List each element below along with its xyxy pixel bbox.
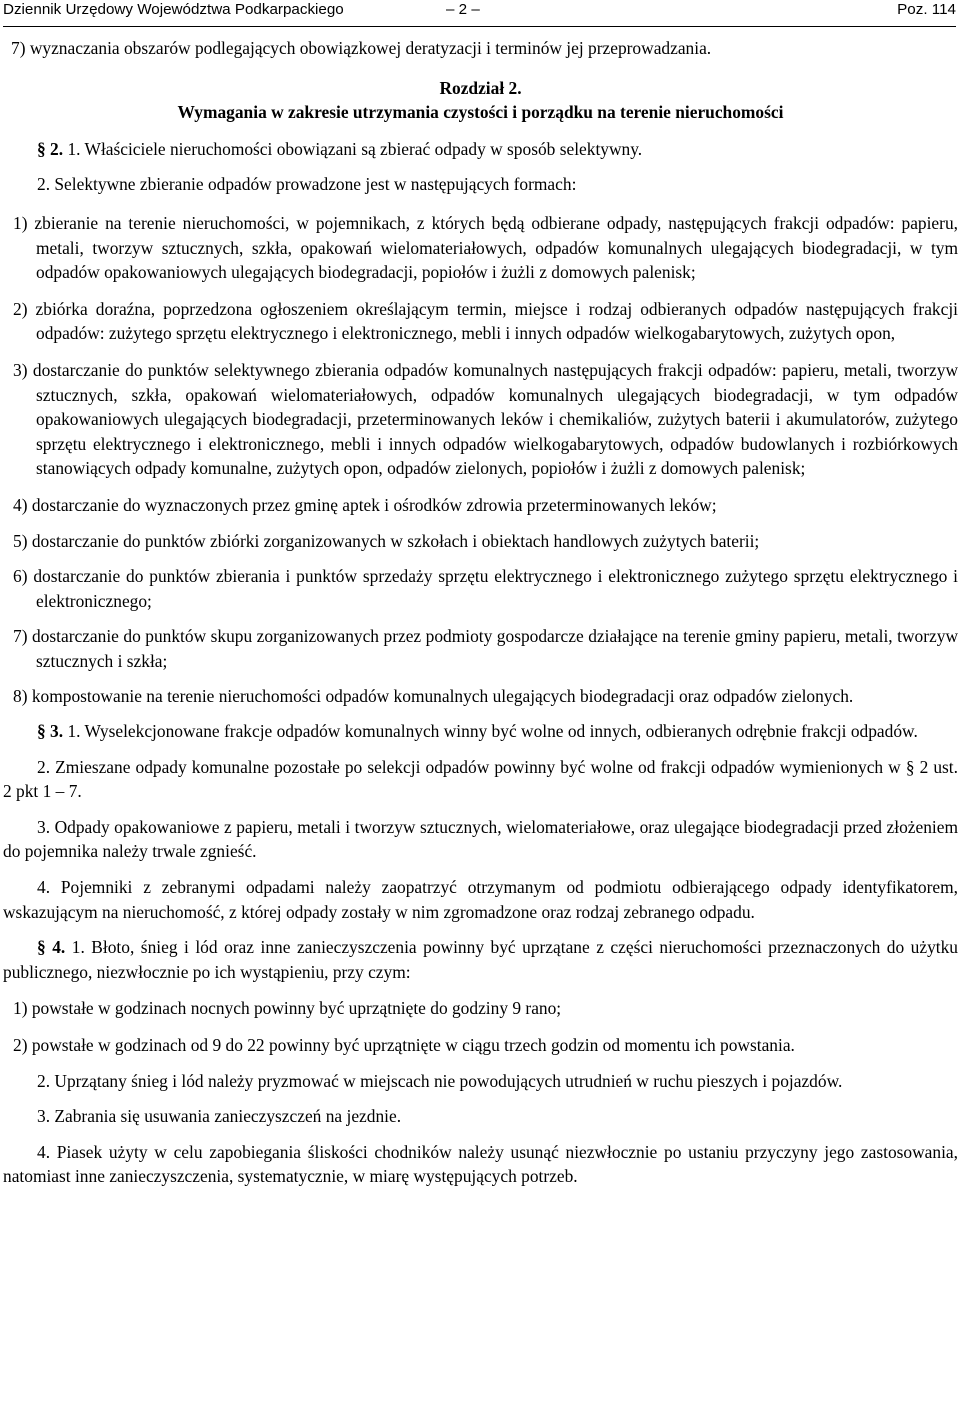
page-number: – 2 –	[446, 1, 480, 18]
section-2-paragraph-2: 2. Selektywne zbieranie odpadów prowadzone jest w następujących formach:	[37, 174, 577, 195]
chapter-title: Wymagania w zakresie utrzymania czystości i porządku na terenie nieruchomości	[177, 102, 784, 123]
list-item: 1) powstałe w godzinach nocnych powinny być uprzątnięte do godziny 9 rano;	[13, 998, 562, 1019]
list-item: 1) zbieranie na terenie nieruchomości, w pojemnikach, z których będą odbierane odpady, następujących frakcji odpadów: papieru, metali, tworzyw sztucznych, szkła, opakowań wielomateriałowych, odpadów komunalnych ulegających biodegradacji, w tym odpadów opakowaniowych ulegających biodegradacji, popiołów i żużli z domowych palenisk;	[13, 212, 958, 283]
list-item: 2) zbiórka doraźna, poprzedzona ogłoszeniem określającym termin, miejsce i rodzaj odbieranych odpadów następujących frakcji odpadów: zużytego sprzętu elektrycznego i elektronicznego, mebli i innych odpadów wielkogabarytowych, zużytych opon,	[13, 298, 958, 344]
position-number: Poz. 114	[897, 1, 956, 18]
journal-title: Dziennik Urzędowy Województwa Podkarpackiego	[3, 1, 344, 18]
section-4-paragraph-3: 3. Zabrania się usuwania zanieczyszczeń na jezdnie.	[37, 1106, 402, 1127]
list-item: 4) dostarczanie do wyznaczonych przez gminę aptek i ośrodków zdrowia przeterminowanych leków;	[13, 494, 717, 515]
section-3-paragraph-2: 2. Zmieszane odpady komunalne pozostałe po selekcji odpadów powinny być wolne od frakcji odpadów wymienionych w § 2 ust. 2 pkt 1 – 7.	[3, 756, 958, 802]
document-body	[3, 36, 958, 1189]
section-4-paragraph-1: § 4. 1. Błoto, śnieg i lód oraz inne zanieczyszczenia powinny być uprzątane z części nieruchomości przeznaczonych do użytku publicznego, niezwłocznie po ich wystąpieniu, przy czym:	[3, 937, 959, 982]
list-item: 6) dostarczanie do punktów zbierania i punktów sprzedaży sprzętu elektrycznego i elektronicznego zużytego sprzętu elektrycznego i elektronicznego;	[13, 566, 958, 611]
section-3-paragraph-3: 3. Odpady opakowaniowe z papieru, metali i tworzyw sztucznych, wielomateriałowe, oraz ulegające biodegradacji przed złożeniem do pojemnika należy trwale zgnieść.	[3, 816, 958, 862]
section-3-paragraph-1: § 3. 1. Wyselekcjonowane frakcje odpadów komunalnych winny być wolne od innych, odbieranych odrębnie frakcji odpadów.	[37, 721, 918, 742]
list-item: 2) powstałe w godzinach od 9 do 22 powinny być uprzątnięte w ciągu trzech godzin od momentu ich powstania.	[13, 1035, 795, 1055]
chapter-label: Rozdział 2.	[439, 77, 522, 98]
section-number: § 4.	[37, 937, 66, 958]
section-4-paragraph-2: 2. Uprzątany śnieg i lód należy pryzmować w miejscach nie powodujących utrudnień w ruchu pieszych i pojazdów.	[37, 1070, 843, 1091]
section-number: § 2.	[37, 138, 64, 159]
section-2-paragraph-1: § 2. 1. Właściciele nieruchomości obowiązani są zbierać odpady w sposób selektywny.	[37, 138, 643, 159]
list-item: 7) wyznaczania obszarów podlegających obowiązkowej deratyzacji i terminów jej przeprowadzania.	[11, 38, 712, 58]
list-item: 7) dostarczanie do punktów skupu zorganizowanych przez podmioty gospodarcze działające na terenie gminy papieru, metali, tworzyw sztucznych i szkła;	[13, 626, 958, 671]
page-header	[3, 0, 956, 27]
section-4-paragraph-4: 4. Piasek użyty w celu zapobiegania śliskości chodników należy usunąć niezwłocznie po ustaniu przyczyny jego zastosowania, natomiast inne zanieczyszczenia, systematycznie, w miarę występujących potrzeb.	[3, 1141, 958, 1187]
list-item: 8) kompostowanie na terenie nieruchomości odpadów komunalnych ulegających biodegradacji oraz odpadów zielonych.	[13, 686, 854, 707]
section-3-paragraph-4: 4. Pojemniki z zebranymi odpadami należy zaopatrzyć otrzymanym od podmiotu odbierającego odpady identyfikatorem, wskazującym na nieruchomość, z której odpady zostały w nim zgromadzone oraz rodzaj zebranego odpadu.	[3, 877, 958, 922]
section-number: § 3.	[37, 721, 64, 742]
list-item: 3) dostarczanie do punktów selektywnego zbierania odpadów komunalnych następujących frakcji odpadów: papieru, metali, tworzyw sztucznych, szkła, opakowań wielomateriałowych, odpadów komunalnych ulegających biodegradacji, w tym odpadów opakowaniowych ulegających biodegradacji, przeterminowanych leków i chemikaliów, zużytych baterii i akumulatorów, zużytego sprzętu elektrycznego i elektronicznego, mebli i innych odpadów wielkogabarytowych, odpadów budowlanych i rozbiórkowych stanowiących odpady komunalne, zużytych opon, odpadów zielonych, popiołów i żużli z domowych palenisk;	[13, 359, 958, 479]
list-item: 5) dostarczanie do punktów zbiórki zorganizowanych w szkołach i obiektach handlowych zużytych baterii;	[13, 530, 760, 551]
